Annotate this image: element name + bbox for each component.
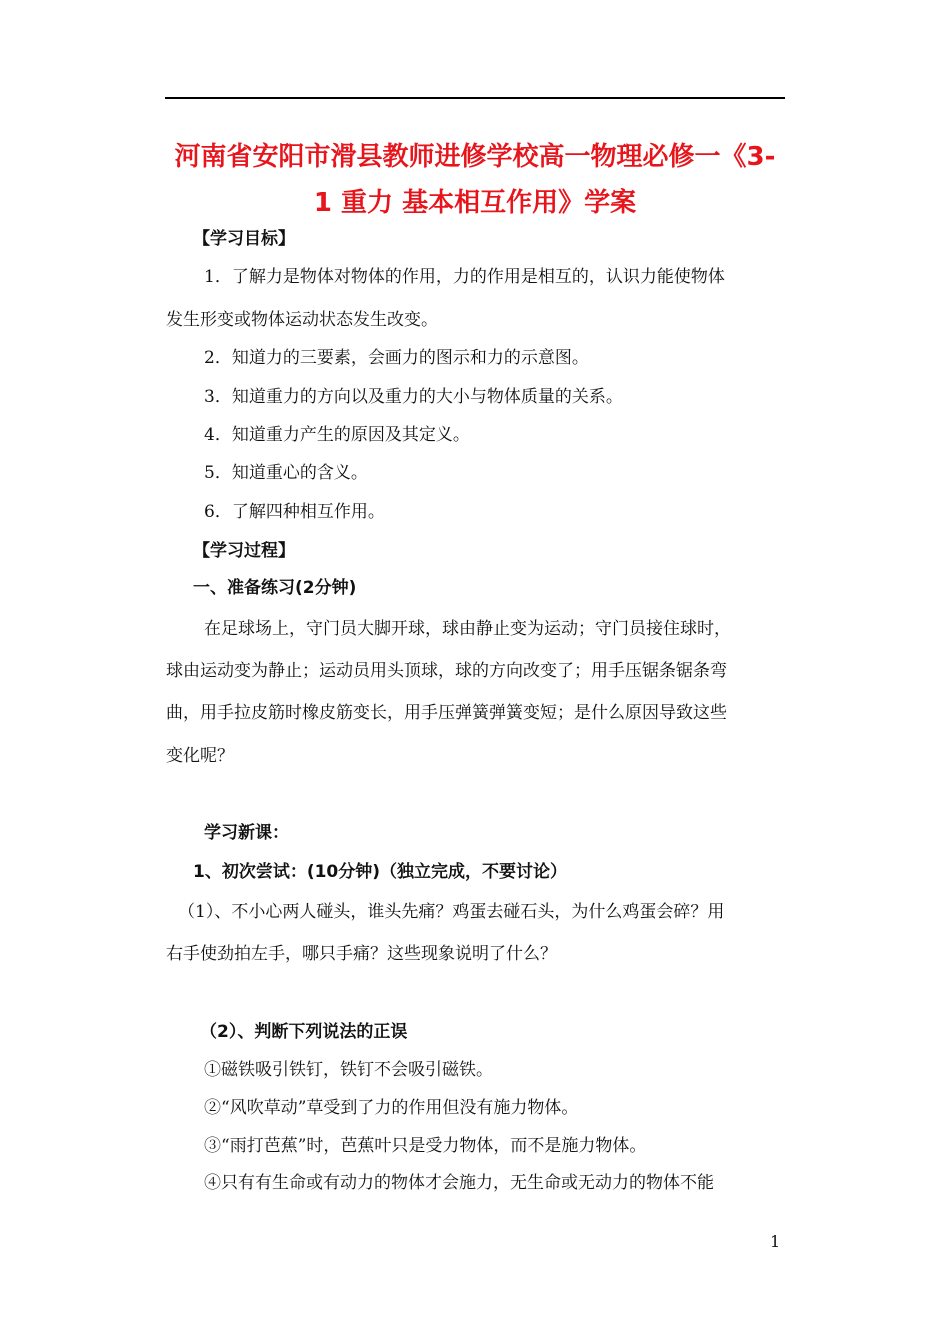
question-1-line-1: （1）、不小心两人碰头，谁头先痛？鸡蛋去碰石头，为什么鸡蛋会碎？用 (178, 902, 725, 922)
prep-line-3: 曲，用手拉皮筋时橡皮筋变长，用手压弹簧弹簧变短；是什么原因导致这些 (166, 703, 727, 723)
statement-2: ②“风吹草动”草受到了力的作用但没有施力物体。 (204, 1098, 579, 1118)
title-line-1: 河南省安阳市滑县教师进修学校高一物理必修一《3- (174, 142, 776, 172)
goals-heading: 【学习目标】 (193, 229, 295, 249)
goal-item-1-line-2: 发生形变或物体运动状态发生改变。 (166, 310, 438, 330)
goal-item-1-line-1: 1．了解力是物体对物体的作用，力的作用是相互的，认识力能使物体 (204, 267, 725, 287)
header-rule (165, 97, 785, 99)
page-title (165, 134, 785, 226)
prep-line-1: 在足球场上，守门员大脚开球，球由静止变为运动；守门员接住球时， (204, 619, 731, 639)
statement-1: ①磁铁吸引铁钉，铁钉不会吸引磁铁。 (204, 1060, 493, 1080)
statement-4: ④只有有生命或有动力的物体才会施力，无生命或无动力的物体不能 (204, 1173, 714, 1193)
prep-heading: 一、准备练习(2分钟) (193, 578, 357, 598)
prep-line-4: 变化呢？ (166, 746, 234, 766)
new-lesson-heading: 学习新课： (204, 823, 289, 843)
page-number: 1 (770, 1232, 781, 1251)
title-line-2: 1 重力 基本相互作用》学案 (313, 188, 637, 218)
question-2-heading: （2）、判断下列说法的正误 (200, 1022, 408, 1042)
goal-item-2: 2．知道力的三要素，会画力的图示和力的示意图。 (204, 348, 589, 368)
goal-item-4: 4．知道重力产生的原因及其定义。 (204, 425, 470, 445)
question-1-line-2: 右手使劲拍左手，哪只手痛？这些现象说明了什么？ (166, 944, 557, 964)
goal-item-5: 5．知道重心的含义。 (204, 463, 368, 483)
statement-3: ③“雨打芭蕉”时，芭蕉叶只是受力物体，而不是施力物体。 (204, 1136, 647, 1156)
goal-item-3: 3．知道重力的方向以及重力的大小与物体质量的关系。 (204, 387, 623, 407)
goal-item-6: 6．了解四种相互作用。 (204, 502, 385, 522)
try-heading: 1、初次尝试：(10分钟)（独立完成，不要讨论） (193, 862, 568, 882)
prep-line-2: 球由运动变为静止；运动员用头顶球，球的方向改变了；用手压锯条锯条弯 (166, 661, 727, 681)
process-heading: 【学习过程】 (193, 541, 295, 561)
